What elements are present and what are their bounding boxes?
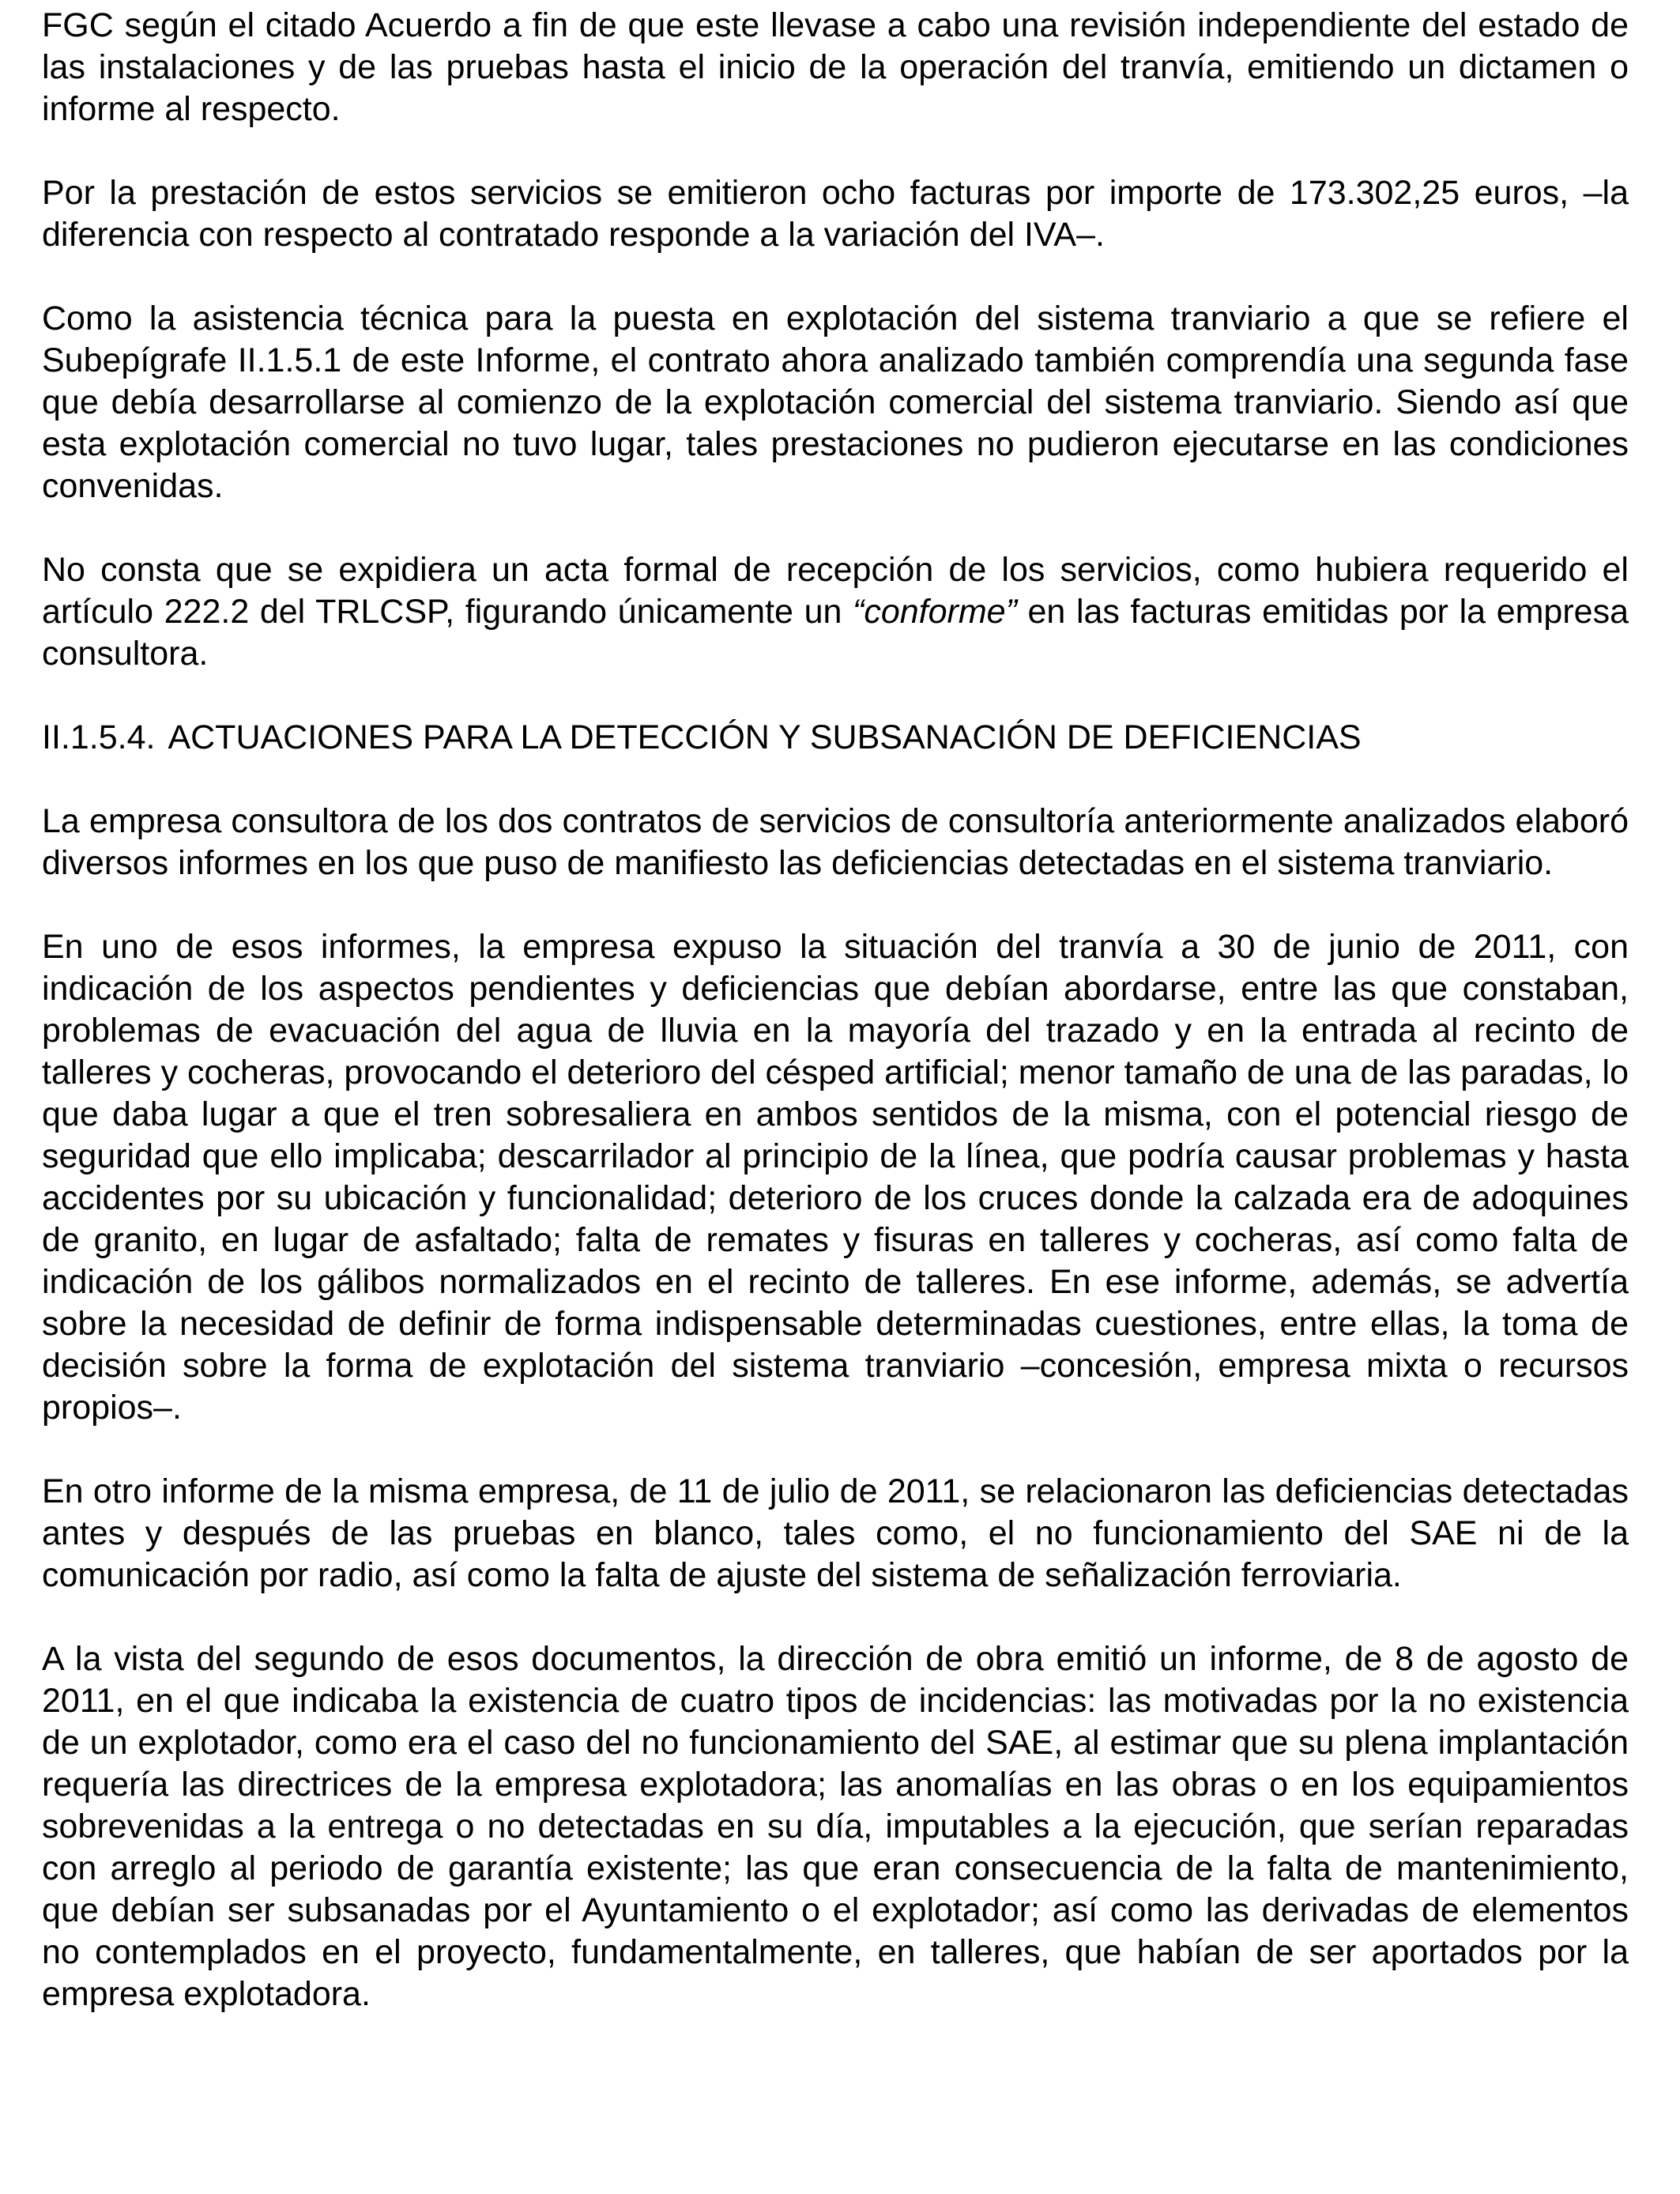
document-page [42,5,1629,2057]
paragraph-june-2011-report: En uno de esos informes, la empresa expuso la situación del tranvía a 30 de junio de 2011, con indicación de los aspectos pendientes y deficiencias que debían abordarse, entre las que constaban, problemas de evacuación del agua de lluvia en la mayoría del trazado y en la entrada al recinto de talleres y cocheras, provocando el deterioro del césped artificial; menor tamaño de una de las paradas, lo que daba lugar a que el tren sobresaliera en ambos sentidos de la misma, con el potencial riesgo de seguridad que ello implicaba; descarrilador al principio de la línea, que podría causar problemas y hasta accidentes por su ubicación y funcionalidad; deterioro de los cruces donde la calzada era de adoquines de granito, en lugar de asfaltado; falta de remates y fisuras en talleres y cocheras, así como falta de indicación de los gálibos normalizados en el recinto de talleres. En ese informe, además, se advertía sobre la necesidad de definir de forma indispensable determinadas cuestiones, entre ellas, la toma de decisión sobre la forma de explotación del sistema tranviario –concesión, empresa mixta o recursos propios–. [42,928,1629,1427]
paragraph-consultant-reports: La empresa consultora de los dos contratos de servicios de consultoría anteriormente analizados elaboró diversos informes en los que puso de manifiesto las deficiencias detectadas en el sistema tranviario. [42,802,1629,882]
section-number: II.1.5.4. [42,718,156,756]
paragraph-reception-act [42,549,1629,675]
conforme-emphasis: “conforme” [853,593,1017,631]
section-title: ACTUACIONES PARA LA DETECCIÓN Y SUBSANACIÓN DE DEFICIENCIAS [168,718,1362,756]
paragraph-august-2011-report: A la vista del segundo de esos documentos, la dirección de obra emitió un informe, de 8 de agosto de 2011, en el que indicaba la existencia de cuatro tipos de incidencias: las motivadas por la no existencia de un explotador, como era el caso del no funcionamiento del SAE, al estimar que su plena implantación requería las directrices de la empresa explotadora; las anomalías en las obras o en los equipamientos sobrevenidas a la entrega o no detectadas en su día, imputables a la ejecución, que serían reparadas con arreglo al periodo de garantía existente; las que eran consecuencia de la falta de mantenimiento, que debían ser subsanadas por el Ayuntamiento o el explotador; así como las derivadas de elementos no contemplados en el proyecto, fundamentalmente, en talleres, que habían de ser aportados por la empresa explotadora. [42,1640,1629,2013]
paragraph-reception-text-after: en las facturas emitidas por la empresa consultora. [42,593,1629,673]
paragraph-reception-text-before: No consta que se expidiera un acta formal de recepción de los servicios, como hubiera requerido el artículo 222.2 del TRLCSP, figurando únicamente un [42,551,1629,631]
paragraph-invoices: Por la prestación de estos servicios se emitieron ocho facturas por importe de 173.302,25 euros, –la diferencia con respecto al contratado responde a la variación del IVA–. [42,174,1629,254]
section-heading [42,717,1629,759]
paragraph-second-phase: Como la asistencia técnica para la puesta en explotación del sistema tranviario a que se refiere el Subepígrafe II.1.5.1 de este Informe, el contrato ahora analizado también comprendía una segunda fase que debía desarrollarse al comienzo de la explotación comercial del sistema tranviario. Siendo así que esta explotación comercial no tuvo lugar, tales prestaciones no pudieron ejecutarse en las condiciones convenidas. [42,300,1629,505]
paragraph-fgc-review: FGC según el citado Acuerdo a fin de que este llevase a cabo una revisión independiente del estado de las instalaciones y de las pruebas hasta el inicio de la operación del tranvía, emitiendo un dictamen o informe al respecto. [42,6,1629,128]
paragraph-july-2011-report: En otro informe de la misma empresa, de 11 de julio de 2011, se relacionaron las deficiencias detectadas antes y después de las pruebas en blanco, tales como, el no funcionamiento del SAE ni de la comunicación por radio, así como la falta de ajuste del sistema de señalización ferroviaria. [42,1472,1629,1594]
